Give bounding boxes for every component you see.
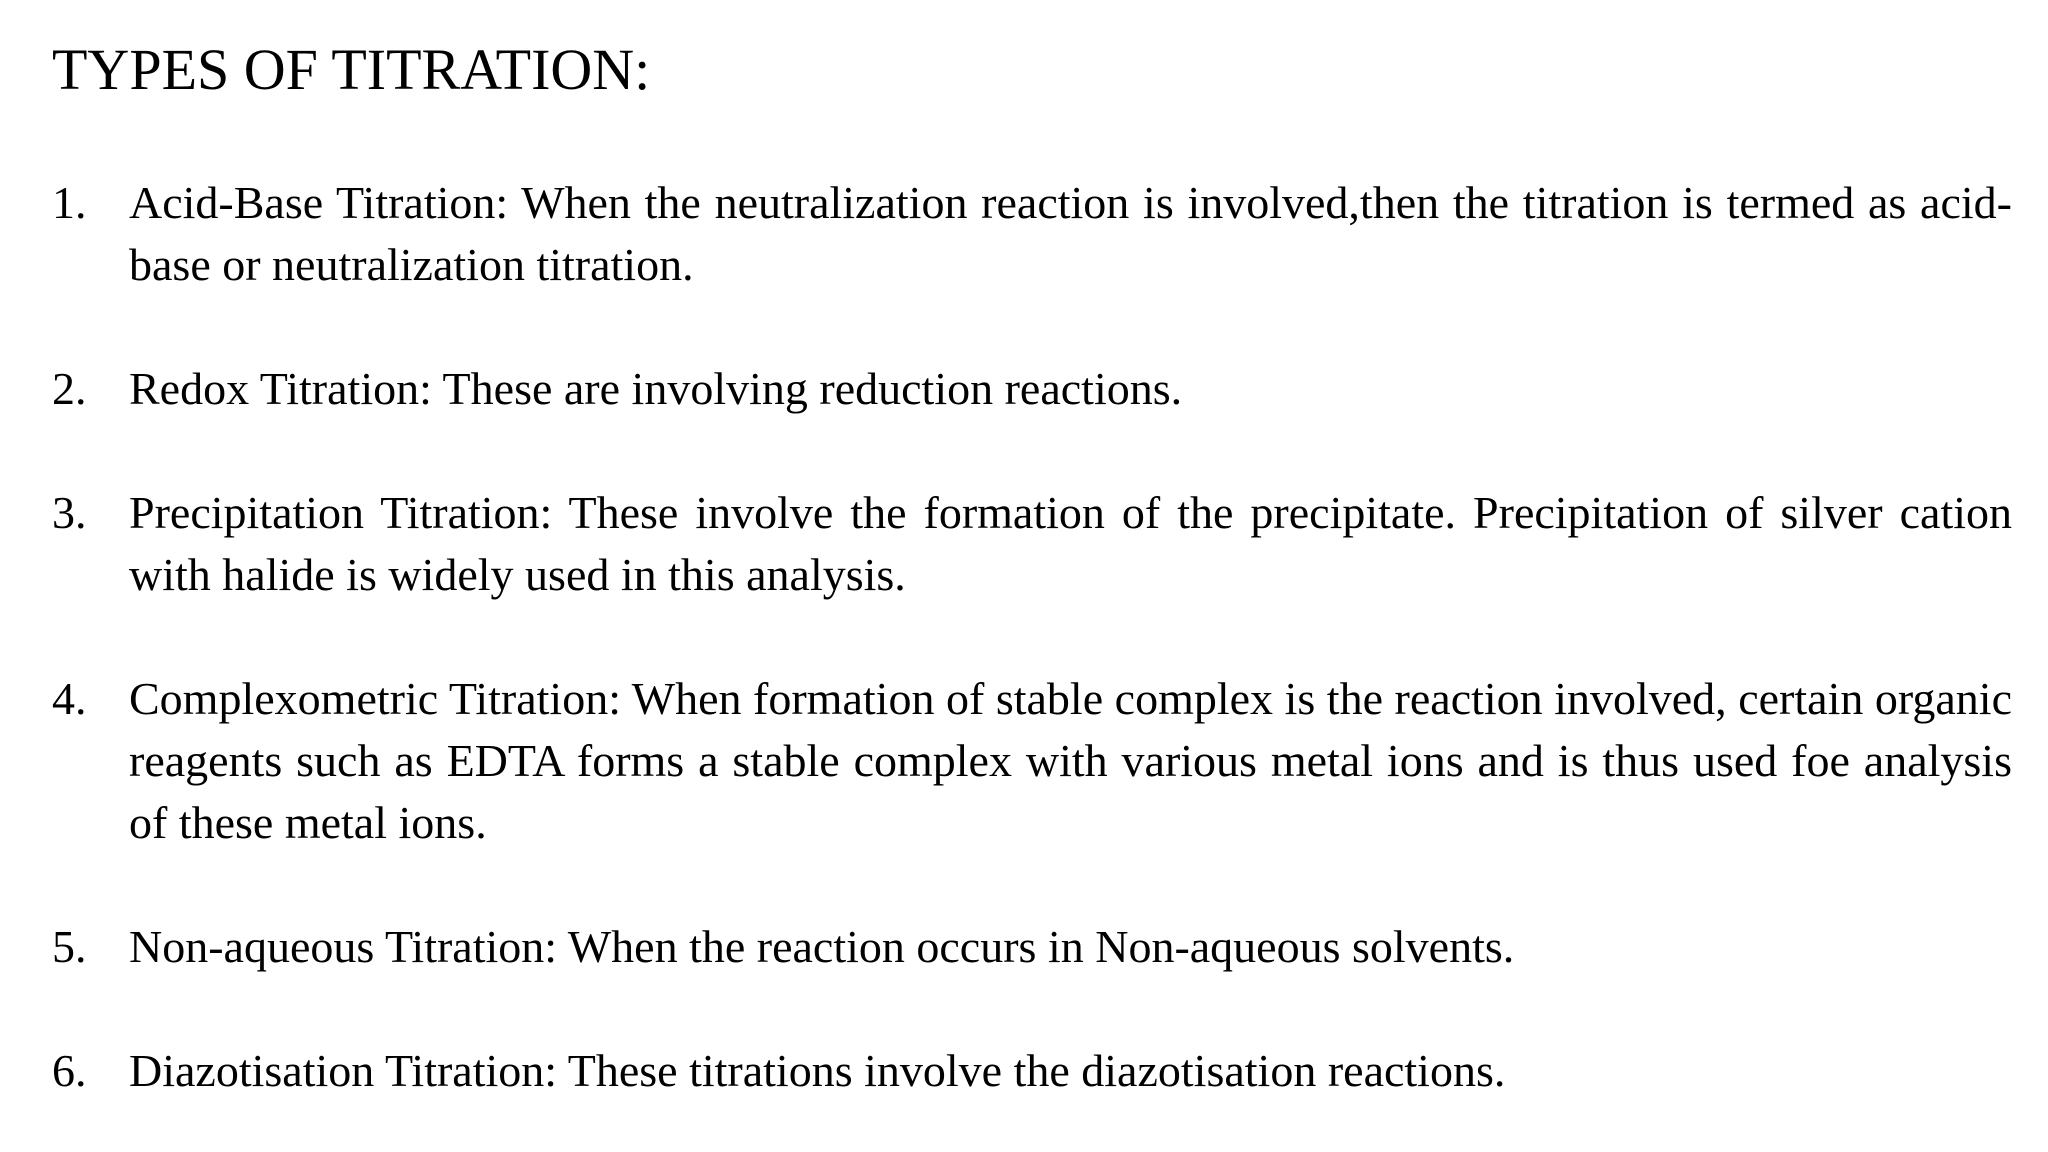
- page-title: TYPES OF TITRATION:: [52, 37, 651, 102]
- list-item-text: Non-aqueous Titration: When the reaction occurs in Non-aqueous solvents.: [129, 921, 1515, 972]
- list-item: [52, 482, 2012, 606]
- list-item: [52, 916, 2012, 978]
- list-item-number: 6.: [52, 1045, 87, 1096]
- list-item: [52, 668, 2012, 854]
- list-item: [52, 358, 2012, 420]
- list-item-number: 1.: [52, 177, 87, 228]
- list-item-text: Complexometric Titration: When formation of stable complex is the reaction involved, certain organic reagents such as EDTA forms a stable complex with various metal ions and is thus used foe analysis of these metal ions.: [129, 673, 2012, 848]
- list-item-number: 4.: [52, 673, 87, 724]
- list-item-number: 3.: [52, 487, 87, 538]
- list-item-text: Acid-Base Titration: When the neutralization reaction is involved,then the titration is termed as acid-base or neutralization titration.: [129, 177, 2012, 290]
- list-item: [52, 172, 2012, 296]
- list-item-number: 2.: [52, 363, 87, 414]
- list-item: [52, 1040, 2012, 1102]
- list-item-text: Diazotisation Titration: These titrations involve the diazotisation reactions.: [129, 1045, 1506, 1096]
- list-item-text: Precipitation Titration: These involve the formation of the precipitate. Precipitation of silver cation with halide is widely used in this analysis.: [129, 487, 2012, 600]
- list-item-number: 5.: [52, 921, 87, 972]
- list-item-text: Redox Titration: These are involving reduction reactions.: [129, 363, 1183, 414]
- titration-types-list: [52, 172, 2012, 1102]
